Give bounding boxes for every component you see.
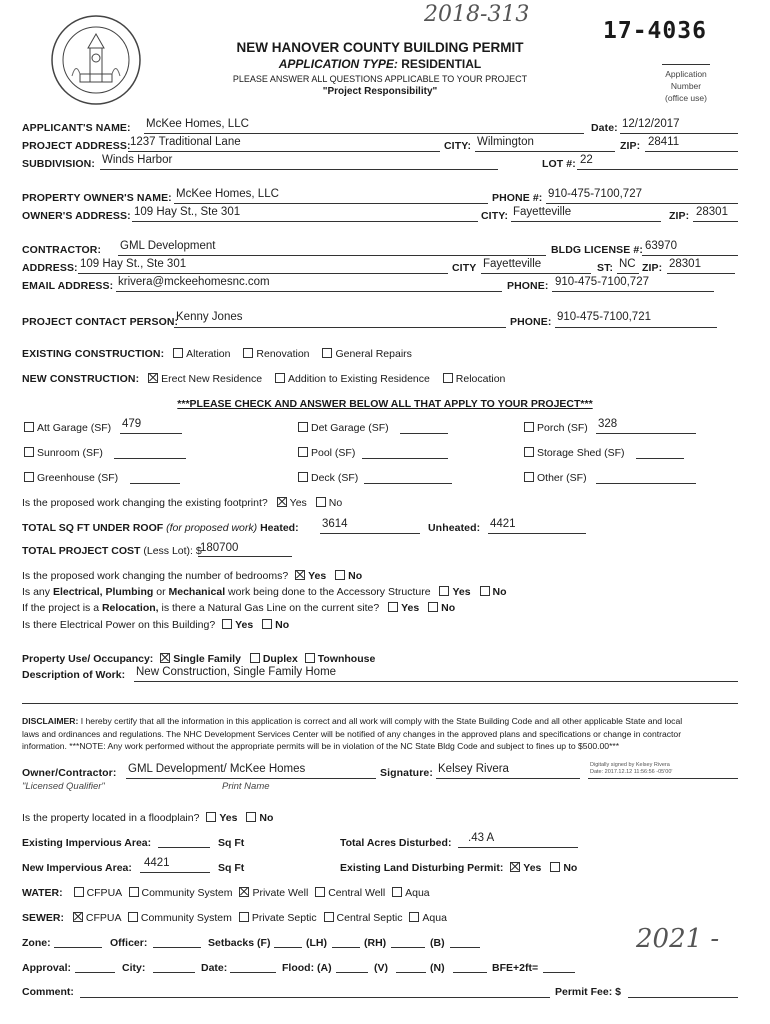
storage-shed-row <box>522 447 625 459</box>
pool-label: Pool (SF) <box>311 447 356 459</box>
contractor-label: CONTRACTOR: <box>22 244 102 256</box>
land-permit-yes-label: Yes <box>523 862 542 874</box>
water-central-well-label: Central Well <box>328 887 386 899</box>
floodplain-yes-checkbox[interactable] <box>206 812 216 822</box>
greenhouse-checkbox[interactable] <box>24 472 34 482</box>
heated-field[interactable]: 3614 <box>322 518 348 530</box>
power-yes-label: Yes <box>235 619 254 631</box>
disclaimer-line-2: laws and ordinances and regulations. The NHC Development Services Center will be notified of any changes in the approved plans and specifications or change in contractor <box>22 728 682 739</box>
sewer-community-label: Community System <box>140 912 232 924</box>
comment-label: Comment: <box>22 986 74 998</box>
townhouse-checkbox[interactable] <box>305 653 315 663</box>
accessory-text-1: Is any <box>22 586 51 598</box>
greenhouse-row <box>22 472 118 484</box>
relocation-text-2: Relocation, <box>101 602 159 614</box>
contractor-city-field[interactable]: Fayetteville <box>483 258 542 270</box>
subdivision-label: SUBDIVISION: <box>22 158 95 170</box>
sewer-cfpua-checkbox[interactable] <box>73 912 83 922</box>
relocation-question <box>22 602 455 614</box>
townhouse-label: Townhouse <box>317 653 376 665</box>
accessory-text-3: or <box>156 586 166 598</box>
project-zip-field[interactable]: 28411 <box>648 136 680 148</box>
att-garage-field[interactable]: 479 <box>122 418 142 430</box>
existing-impervious-label: Existing Impervious Area: <box>22 837 152 849</box>
accessory-text-4: Mechanical <box>168 586 226 598</box>
power-question-text: Is there Electrical Power on this Building? <box>22 619 216 631</box>
license-label: BLDG LICENSE #: <box>551 244 643 256</box>
other-label: Other (SF) <box>537 472 587 484</box>
application-type-value: RESIDENTIAL <box>401 57 482 71</box>
greenhouse-label: Greenhouse (SF) <box>37 472 119 484</box>
zone-label: Zone: <box>22 937 51 949</box>
description-label: Description of Work: <box>22 669 126 681</box>
water-private-well-checkbox[interactable] <box>239 887 249 897</box>
owner-city-label: CITY: <box>481 210 509 222</box>
erect-new-residence-checkbox[interactable] <box>148 373 158 383</box>
flood-n-label: (N) <box>430 962 445 974</box>
deck-label: Deck (SF) <box>311 472 359 484</box>
digital-signature-line-2: Date: 2017.12.12 11:56:56 -05'00' <box>590 769 673 775</box>
handwritten-year-note: 2018-313 <box>424 2 530 27</box>
sewer-cfpua-label: CFPUA <box>85 912 121 924</box>
att-garage-label: Att Garage (SF) <box>37 422 112 434</box>
application-type <box>180 57 580 71</box>
applicant-name-label: APPLICANT'S NAME: <box>22 122 131 134</box>
form-title: NEW HANOVER COUNTY BUILDING PERMIT <box>236 40 524 55</box>
licensed-qualifier-caption: "Licensed Qualifier" <box>22 781 105 792</box>
floodplain-question <box>22 812 273 824</box>
sqft-row <box>22 522 299 534</box>
water-row <box>22 887 430 899</box>
unheated-label: Unheated: <box>428 522 481 534</box>
footprint-yes-checkbox[interactable] <box>277 497 287 507</box>
addition-label: Addition to Existing Residence <box>288 373 430 385</box>
land-disturbing-row <box>340 862 577 874</box>
contact-person-label: PROJECT CONTACT PERSON: <box>22 316 179 328</box>
other-checkbox[interactable] <box>524 472 534 482</box>
approval-date-label: Date: <box>201 962 228 974</box>
sqft-label: TOTAL SQ FT UNDER ROOF <box>22 522 164 534</box>
owner-zip-label: ZIP: <box>669 210 690 222</box>
relocation-text-3: is there a Natural Gas Line on the current site? <box>161 602 380 614</box>
contractor-phone-label: PHONE: <box>507 280 549 292</box>
owner-name-label: PROPERTY OWNER'S NAME: <box>22 192 172 204</box>
sewer-private-septic-checkbox[interactable] <box>239 912 249 922</box>
bedrooms-yes-checkbox[interactable] <box>295 570 305 580</box>
disclaimer-line-1: I hereby certify that all the information in this application is correct and all work will comply with the State Building Code and all other applicable State and local <box>80 716 683 726</box>
bedrooms-no-checkbox[interactable] <box>335 570 345 580</box>
new-impervious-field[interactable]: 4421 <box>144 857 170 869</box>
contractor-address-field[interactable]: 109 Hay St., Ste 301 <box>80 258 187 270</box>
subdivision-field[interactable]: Winds Harbor <box>102 154 173 166</box>
existing-construction-label: EXISTING CONSTRUCTION: <box>22 348 165 360</box>
det-garage-row <box>296 422 389 434</box>
sewer-community-checkbox[interactable] <box>128 912 138 922</box>
digital-signature-line-1: Digitally signed by Kelsey Rivera <box>590 762 670 768</box>
storage-shed-label: Storage Shed (SF) <box>537 447 625 459</box>
owner-address-label: OWNER'S ADDRESS: <box>22 210 131 222</box>
addition-checkbox[interactable] <box>275 373 285 383</box>
handwritten-code-note: 2021 - <box>636 924 720 954</box>
water-community-checkbox[interactable] <box>129 887 139 897</box>
power-question <box>22 619 289 631</box>
gas-no-label: No <box>441 602 456 614</box>
owner-address-field[interactable]: 109 Hay St., Ste 301 <box>134 206 241 218</box>
owner-contractor-field[interactable]: GML Development/ McKee Homes <box>128 763 306 775</box>
bfe-label: BFE+2ft= <box>492 962 539 974</box>
porch-row <box>522 422 588 434</box>
flood-v-label: (V) <box>374 962 388 974</box>
floodplain-question-text: Is the property located in a floodplain? <box>22 812 200 824</box>
sewer-aqua-label: Aqua <box>422 912 447 924</box>
water-cfpua-checkbox[interactable] <box>74 887 84 897</box>
land-disturbing-label: Existing Land Disturbing Permit: <box>340 862 504 874</box>
owner-city-field[interactable]: Fayetteville <box>513 206 572 218</box>
sunroom-row <box>22 447 103 459</box>
check-all-heading: ***PLEASE CHECK AND ANSWER BELOW ALL THAT APPLY TO YOUR PROJECT*** <box>177 398 593 410</box>
water-cfpua-label: CFPUA <box>86 887 122 899</box>
contact-phone-label: PHONE: <box>510 316 552 328</box>
single-family-checkbox[interactable] <box>160 653 170 663</box>
bedrooms-question-text: Is the proposed work changing the number of bedrooms? <box>22 570 289 582</box>
application-number-label <box>640 68 732 104</box>
instruction-text: PLEASE ANSWER ALL QUESTIONS APPLICABLE TO YOUR PROJECT <box>232 74 528 84</box>
sewer-aqua-checkbox[interactable] <box>409 912 419 922</box>
porch-field[interactable]: 328 <box>598 418 618 430</box>
contractor-zip-label: ZIP: <box>642 262 663 274</box>
bedrooms-no-label: No <box>348 570 363 582</box>
project-zip-label: ZIP: <box>620 140 641 152</box>
setback-rh-label: (RH) <box>364 937 387 949</box>
water-aqua-label: Aqua <box>405 887 430 899</box>
footprint-question <box>22 497 342 509</box>
contractor-state-field[interactable]: NC <box>619 258 636 270</box>
digital-signature-stamp <box>590 762 672 776</box>
alteration-checkbox[interactable] <box>173 348 183 358</box>
owner-name-field[interactable]: McKee Homes, LLC <box>176 188 279 200</box>
contact-phone-field[interactable]: 910-475-7100,721 <box>557 311 651 323</box>
signature-field[interactable]: Kelsey Rivera <box>438 763 509 775</box>
det-garage-checkbox[interactable] <box>298 422 308 432</box>
date-label: Date: <box>591 122 618 134</box>
water-central-well-checkbox[interactable] <box>315 887 325 897</box>
new-impervious-unit: Sq Ft <box>218 862 245 874</box>
description-field[interactable]: New Construction, Single Family Home <box>136 666 337 678</box>
unheated-field[interactable]: 4421 <box>490 518 516 530</box>
setback-b-label: (B) <box>430 937 445 949</box>
sunroom-label: Sunroom (SF) <box>37 447 103 459</box>
county-seal <box>50 14 142 106</box>
cost-note: (Less Lot): $ <box>143 545 202 557</box>
water-community-label: Community System <box>141 887 233 899</box>
water-aqua-checkbox[interactable] <box>392 887 402 897</box>
license-field[interactable]: 63970 <box>645 240 677 252</box>
power-yes-checkbox[interactable] <box>222 619 232 629</box>
permit-number: 17-4036 <box>603 18 707 44</box>
pool-checkbox[interactable] <box>298 447 308 457</box>
bedrooms-yes-label: Yes <box>308 570 327 582</box>
lot-field[interactable]: 22 <box>580 154 593 166</box>
owner-phone-label: PHONE #: <box>492 192 543 204</box>
owner-contractor-label: Owner/Contractor: <box>22 767 117 779</box>
accessory-question <box>22 586 507 598</box>
storage-shed-checkbox[interactable] <box>524 447 534 457</box>
erect-new-residence-label: Erect New Residence <box>161 373 263 385</box>
contractor-address-label: ADDRESS: <box>22 262 78 274</box>
occupancy-row <box>22 653 375 665</box>
contact-person-field[interactable]: Kenny Jones <box>176 311 243 323</box>
water-label: WATER: <box>22 887 63 899</box>
footprint-question-text: Is the proposed work changing the existing footprint? <box>22 497 268 509</box>
att-garage-checkbox[interactable] <box>24 422 34 432</box>
sewer-row <box>22 912 447 924</box>
setback-lh-label: (LH) <box>306 937 327 949</box>
sewer-central-septic-checkbox[interactable] <box>324 912 334 922</box>
cost-field[interactable]: 180700 <box>200 542 239 554</box>
relocation-label: Relocation <box>455 373 506 385</box>
general-repairs-checkbox[interactable] <box>322 348 332 358</box>
app-number-line-2: Number <box>670 81 702 91</box>
contractor-field[interactable]: GML Development <box>120 240 216 252</box>
acres-disturbed-field[interactable]: .43 A <box>468 832 495 844</box>
renovation-label: Renovation <box>256 348 310 360</box>
signature-label: Signature: <box>380 767 433 779</box>
sqft-note: (for proposed work) <box>166 522 258 534</box>
relocation-checkbox[interactable] <box>443 373 453 383</box>
disclaimer-label: DISCLAIMER: <box>22 716 79 726</box>
pool-row <box>296 447 355 459</box>
accessory-text-2: Electrical, Plumbing <box>52 586 154 598</box>
cost-row <box>22 545 202 557</box>
accessory-yes-label: Yes <box>452 586 471 598</box>
det-garage-label: Det Garage (SF) <box>311 422 389 434</box>
applicant-name-field[interactable]: McKee Homes, LLC <box>146 118 249 130</box>
project-address-label: PROJECT ADDRESS: <box>22 140 131 152</box>
gas-no-checkbox[interactable] <box>428 602 438 612</box>
approval-city-label: City: <box>122 962 146 974</box>
contractor-phone-field[interactable]: 910-475-7100,727 <box>555 276 649 288</box>
sewer-central-septic-label: Central Septic <box>336 912 403 924</box>
gas-yes-checkbox[interactable] <box>388 602 398 612</box>
sunroom-checkbox[interactable] <box>24 447 34 457</box>
date-field[interactable]: 12/12/2017 <box>622 118 680 130</box>
new-construction-label: NEW CONSTRUCTION: <box>22 373 140 385</box>
application-type-label: APPLICATION TYPE: <box>278 57 398 71</box>
deck-row <box>296 472 358 484</box>
accessory-no-checkbox[interactable] <box>480 586 490 596</box>
contractor-zip-field[interactable]: 28301 <box>669 258 701 270</box>
officer-label: Officer: <box>110 937 148 949</box>
existing-construction-row <box>22 348 412 360</box>
flood-a-label: Flood: (A) <box>282 962 332 974</box>
email-field[interactable]: krivera@mckeehomesnc.com <box>118 276 270 288</box>
bedrooms-question <box>22 570 362 582</box>
project-responsibility: "Project Responsibility" <box>322 86 438 97</box>
cost-label: TOTAL PROJECT COST <box>22 545 141 557</box>
power-no-checkbox[interactable] <box>262 619 272 629</box>
approval-label: Approval: <box>22 962 72 974</box>
acres-disturbed-label: Total Acres Disturbed: <box>340 837 452 849</box>
occupancy-label: Property Use/ Occupancy: <box>22 653 154 665</box>
disclaimer-line-3: information. ***NOTE: Any work performed without the appropriate permits will be in violation of the NC State Bldg Code and subject to fines up to $500.00*** <box>22 741 620 751</box>
footprint-no-checkbox[interactable] <box>316 497 326 507</box>
app-number-line-3: (office use) <box>665 93 707 103</box>
app-number-line-1: Application <box>665 69 707 79</box>
porch-checkbox[interactable] <box>524 422 534 432</box>
footprint-no-label: No <box>328 497 343 509</box>
contractor-state-label: ST: <box>597 262 614 274</box>
floodplain-no-checkbox[interactable] <box>246 812 256 822</box>
accessory-text-5: work being done to the Accessory Structure <box>228 586 431 598</box>
gas-yes-label: Yes <box>401 602 420 614</box>
renovation-checkbox[interactable] <box>243 348 253 358</box>
duplex-checkbox[interactable] <box>250 653 260 663</box>
lot-label: LOT #: <box>542 158 576 170</box>
footprint-yes-label: Yes <box>289 497 307 509</box>
sewer-private-septic-label: Private Septic <box>251 912 317 924</box>
heated-label: Heated: <box>260 522 299 534</box>
new-construction-row <box>22 373 505 385</box>
accessory-yes-checkbox[interactable] <box>439 586 449 596</box>
land-permit-no-checkbox[interactable] <box>550 862 560 872</box>
water-private-well-label: Private Well <box>252 887 309 899</box>
accessory-no-label: No <box>492 586 507 598</box>
email-label: EMAIL ADDRESS: <box>22 280 114 292</box>
project-address-field[interactable]: 1237 Traditional Lane <box>130 136 241 148</box>
contractor-city-label: CITY <box>452 262 477 274</box>
new-impervious-label: New Impervious Area: <box>22 862 132 874</box>
deck-checkbox[interactable] <box>298 472 308 482</box>
power-no-label: No <box>275 619 290 631</box>
disclaimer <box>22 715 682 753</box>
single-family-label: Single Family <box>173 653 241 665</box>
floodplain-yes-label: Yes <box>219 812 238 824</box>
floodplain-no-label: No <box>259 812 274 824</box>
relocation-text-1: If the project is a <box>22 602 100 614</box>
duplex-label: Duplex <box>262 653 298 665</box>
setbacks-label: Setbacks (F) <box>208 937 271 949</box>
existing-impervious-unit: Sq Ft <box>218 837 245 849</box>
other-row <box>522 472 587 484</box>
owner-phone-field[interactable]: 910-475-7100,727 <box>548 188 642 200</box>
porch-label: Porch (SF) <box>537 422 588 434</box>
alteration-label: Alteration <box>186 348 231 360</box>
sewer-label: SEWER: <box>22 912 64 924</box>
print-name-caption: Print Name <box>222 781 270 792</box>
project-city-field[interactable]: Wilmington <box>477 136 534 148</box>
land-permit-yes-checkbox[interactable] <box>510 862 520 872</box>
general-repairs-label: General Repairs <box>335 348 412 360</box>
land-permit-no-label: No <box>563 862 578 874</box>
att-garage-row <box>22 422 111 434</box>
owner-zip-field[interactable]: 28301 <box>696 206 728 218</box>
project-city-label: CITY: <box>444 140 472 152</box>
permit-fee-label: Permit Fee: $ <box>555 986 621 998</box>
